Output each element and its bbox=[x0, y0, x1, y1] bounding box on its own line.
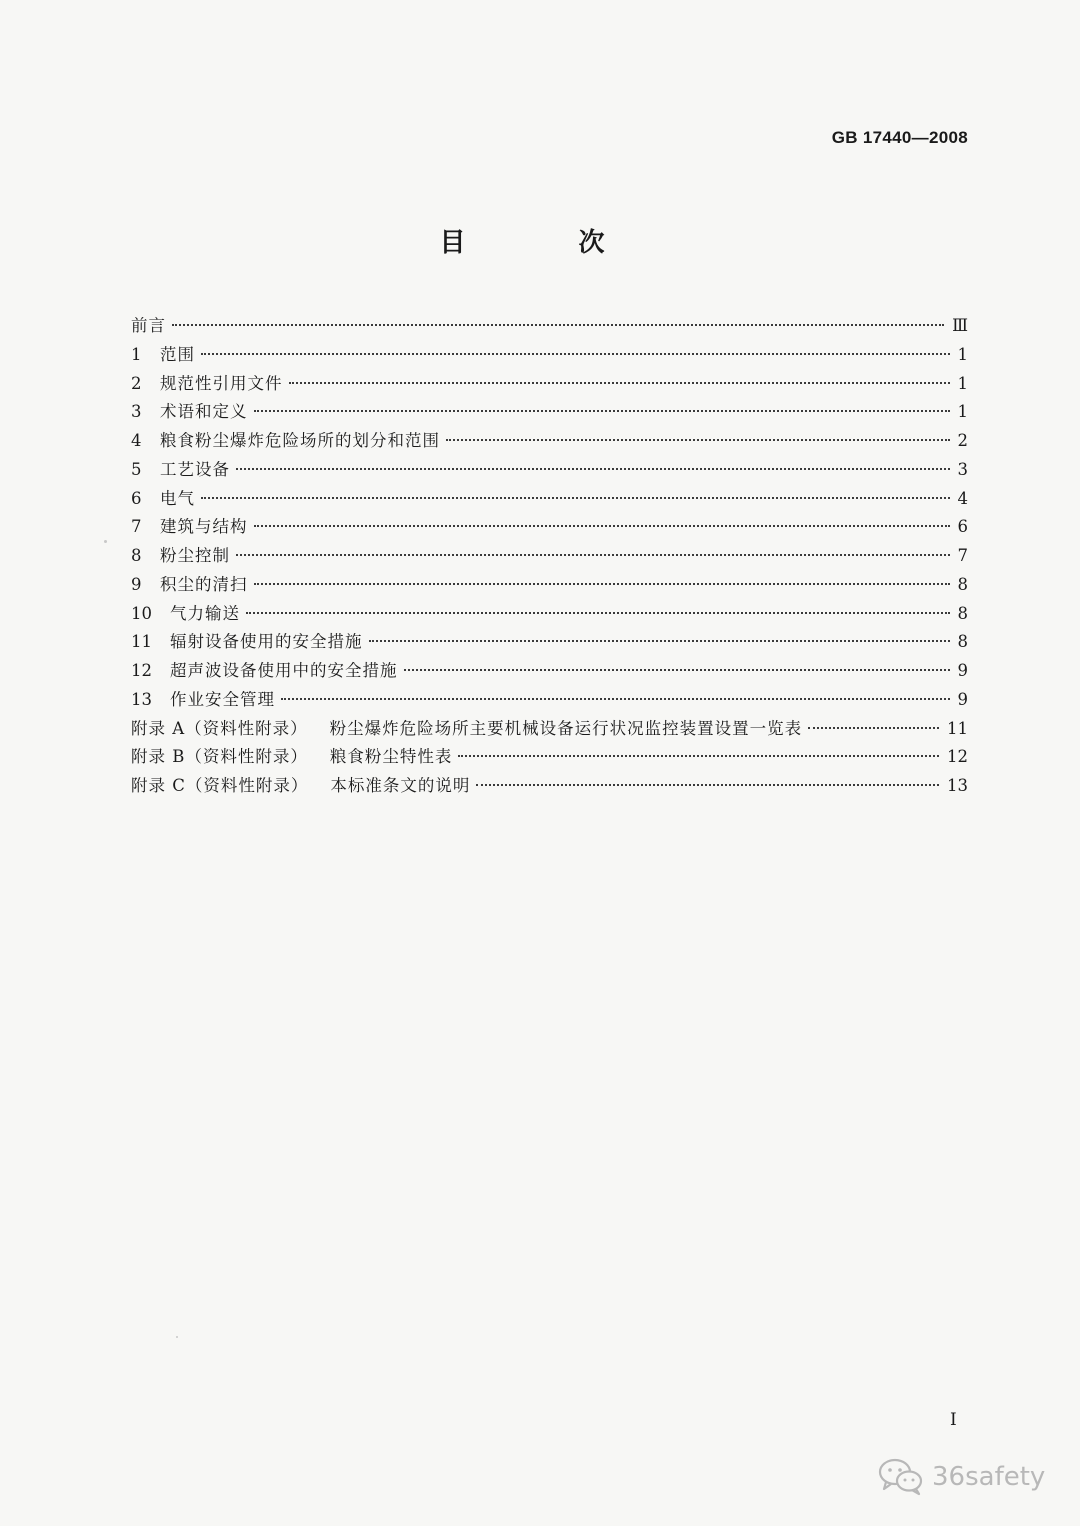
toc-entry-page: 8 bbox=[957, 574, 968, 594]
scan-speck bbox=[104, 540, 107, 543]
toc-entry-page: 9 bbox=[957, 661, 968, 680]
toc-entry-preface[interactable] bbox=[131, 312, 968, 341]
toc-entry-label: 术语和定义 bbox=[160, 402, 248, 422]
wechat-icon bbox=[878, 1458, 924, 1496]
toc-entry-5[interactable] bbox=[131, 456, 968, 485]
table-of-contents bbox=[131, 312, 968, 801]
toc-entry-page: 3 bbox=[957, 459, 968, 479]
toc-leader-dots bbox=[236, 468, 950, 470]
page-title: 目 次 bbox=[439, 228, 657, 258]
toc-entry-3[interactable] bbox=[131, 398, 968, 427]
toc-entry-number: 5 bbox=[131, 459, 142, 479]
toc-leader-dots bbox=[476, 784, 939, 786]
toc-entry-number: 11 bbox=[131, 632, 152, 652]
toc-leader-dots bbox=[172, 324, 944, 326]
toc-entry-page: 9 bbox=[957, 689, 968, 709]
toc-entry-8[interactable] bbox=[131, 542, 968, 571]
toc-entry-page: 8 bbox=[957, 632, 968, 652]
toc-entry-page: 8 bbox=[957, 603, 968, 623]
toc-leader-dots bbox=[404, 669, 950, 671]
toc-entry-number: 10 bbox=[131, 603, 152, 623]
appendix-label: 附录 B（资料性附录） bbox=[131, 747, 308, 767]
toc-entry-number: 2 bbox=[131, 373, 142, 393]
toc-entry-page: Ⅲ bbox=[952, 316, 968, 335]
toc-entry-13[interactable] bbox=[131, 686, 968, 715]
toc-leader-dots bbox=[246, 612, 950, 614]
toc-entry-6[interactable] bbox=[131, 485, 968, 514]
toc-entry-label: 超声波设备使用中的安全措施 bbox=[170, 661, 398, 680]
scan-speck bbox=[176, 1336, 178, 1338]
toc-entry-page: 12 bbox=[947, 747, 968, 767]
toc-entry-number: 9 bbox=[131, 574, 142, 594]
toc-entry-page: 1 bbox=[957, 344, 968, 364]
toc-entry-page: 6 bbox=[957, 517, 968, 537]
toc-entry-label: 工艺设备 bbox=[160, 459, 230, 479]
toc-entry-label: 气力输送 bbox=[170, 603, 240, 623]
standard-code: GB 17440—2008 bbox=[831, 128, 968, 147]
toc-entry-10[interactable] bbox=[131, 600, 968, 629]
toc-entry-label: 建筑与结构 bbox=[160, 517, 248, 537]
toc-entry-label: 前言 bbox=[131, 316, 166, 335]
toc-entry-11[interactable] bbox=[131, 628, 968, 657]
toc-entry-page: 13 bbox=[947, 776, 968, 795]
toc-leader-dots bbox=[254, 525, 950, 527]
page-number: I bbox=[950, 1410, 957, 1430]
toc-entry-page: 11 bbox=[947, 718, 968, 738]
toc-leader-dots bbox=[201, 353, 950, 355]
toc-entry-12[interactable] bbox=[131, 657, 968, 686]
toc-leader-dots bbox=[236, 554, 950, 556]
toc-leader-dots bbox=[369, 640, 950, 642]
toc-entry-number: 8 bbox=[131, 546, 142, 565]
toc-leader-dots bbox=[254, 410, 950, 412]
toc-leader-dots bbox=[254, 583, 950, 585]
toc-leader-dots bbox=[289, 382, 950, 384]
toc-entry-number: 3 bbox=[131, 402, 142, 422]
toc-entry-label: 电气 bbox=[160, 488, 195, 508]
toc-entry-label: 作业安全管理 bbox=[170, 689, 275, 709]
appendix-label: 附录 A（资料性附录） bbox=[131, 718, 308, 738]
toc-entry-1[interactable] bbox=[131, 341, 968, 370]
toc-entry-label: 规范性引用文件 bbox=[160, 373, 283, 393]
appendix-label: 附录 C（资料性附录） bbox=[131, 776, 309, 795]
toc-leader-dots bbox=[446, 439, 950, 441]
toc-entry-page: 7 bbox=[957, 546, 968, 565]
toc-entry-7[interactable] bbox=[131, 513, 968, 542]
toc-entry-4[interactable] bbox=[131, 427, 968, 456]
toc-entry-label: 辐射设备使用的安全措施 bbox=[170, 632, 363, 652]
watermark-text: 36safety bbox=[932, 1462, 1046, 1492]
toc-entry-number: 6 bbox=[131, 488, 142, 508]
toc-entry-label: 范围 bbox=[160, 344, 195, 364]
appendix-title: 粮食粉尘特性表 bbox=[329, 747, 453, 767]
toc-entry-page: 2 bbox=[957, 431, 968, 450]
toc-entry-label: 粮食粉尘爆炸危险场所的划分和范围 bbox=[160, 431, 440, 450]
toc-entry-label: 积尘的清扫 bbox=[160, 574, 248, 594]
toc-leader-dots bbox=[281, 698, 950, 700]
appendix-title: 本标准条文的说明 bbox=[330, 776, 471, 795]
toc-entry-page: 1 bbox=[957, 402, 968, 422]
toc-entry-appendix-a[interactable] bbox=[131, 715, 968, 744]
toc-leader-dots bbox=[458, 755, 939, 757]
toc-entry-number: 1 bbox=[131, 344, 142, 364]
appendix-title: 粉尘爆炸危险场所主要机械设备运行状况监控装置设置一览表 bbox=[329, 718, 803, 738]
toc-entry-number: 4 bbox=[131, 431, 142, 450]
toc-entry-page: 4 bbox=[957, 488, 968, 508]
toc-entry-9[interactable] bbox=[131, 571, 968, 600]
watermark bbox=[878, 1458, 1045, 1496]
toc-entry-appendix-c[interactable] bbox=[131, 772, 968, 801]
toc-entry-2[interactable] bbox=[131, 370, 968, 399]
toc-entry-number: 7 bbox=[131, 517, 142, 537]
toc-entry-number: 13 bbox=[131, 689, 152, 709]
toc-entry-label: 粉尘控制 bbox=[160, 546, 230, 565]
toc-entry-number: 12 bbox=[131, 661, 152, 680]
toc-leader-dots bbox=[201, 497, 950, 499]
toc-entry-page: 1 bbox=[957, 373, 968, 393]
toc-entry-appendix-b[interactable] bbox=[131, 743, 968, 772]
toc-leader-dots bbox=[808, 727, 939, 729]
